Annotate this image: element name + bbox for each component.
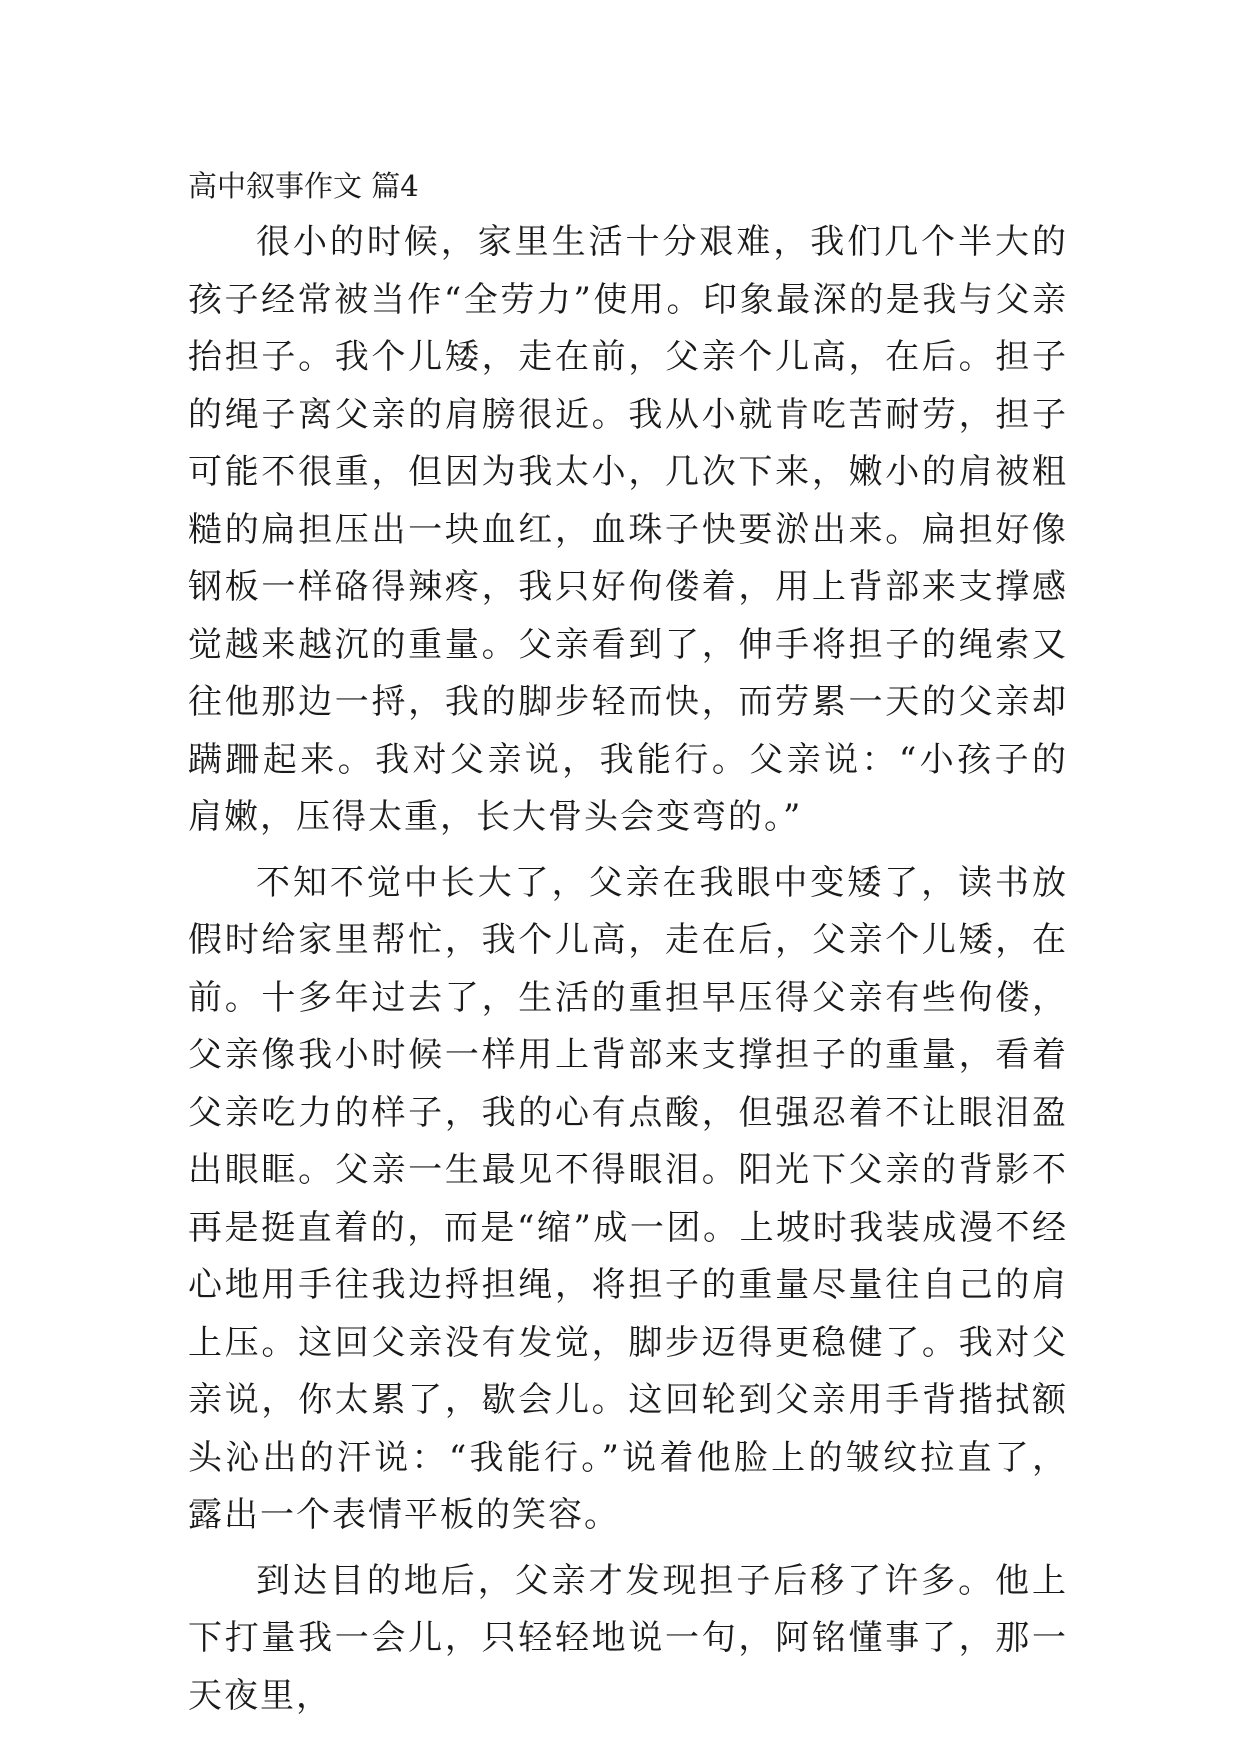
document-title: 高中叙事作文 篇4 (188, 169, 419, 203)
paragraph: 到达目的地后，父亲才发现担子后移了许多。他上下打量我一会儿，只轻轻地说一句，阿铭懂事了，那一天夜里， (188, 1560, 1068, 1716)
document-body (188, 214, 1068, 1733)
paragraph: 不知不觉中长大了，父亲在我眼中变矮了，读书放假时给家里帮忙，我个儿高，走在后，父亲个儿矮，在前。十多年过去了，生活的重担早压得父亲有些佝偻，父亲像我小时候一样用上背部来支撑担子的重量，看着父亲吃力的样子，我的心有点酸，但强忍着不让眼泪盈出眼眶。父亲一生最见不得眼泪。阳光下父亲的背影不再是挺直着的，而是“缩”成一团。上坡时我装成漫不经心地用手往我边捋担绳，将担子的重量尽量往自己的肩上压。这回父亲没有发觉，脚步迈得更稳健了。我对父亲说，你太累了，歇会儿。这回轮到父亲用手背揩拭额头沁出的汗说：“我能行。”说着他脸上的皱纹拉直了，露出一个表情平板的笑容。 (188, 862, 1068, 1535)
paragraph: 很小的时候，家里生活十分艰难，我们几个半大的孩子经常被当作“全劳力”使用。印象最深的是我与父亲抬担子。我个儿矮，走在前，父亲个儿高，在后。担子的绳子离父亲的肩膀很近。我从小就肯吃苦耐劳，担子可能不很重，但因为我太小，几次下来，嫩小的肩被粗糙的扁担压出一块血红，血珠子快要淤出来。扁担好像钢板一样硌得辣疼，我只好佝偻着，用上背部来支撑感觉越来越沉的重量。父亲看到了，伸手将担子的绳索又往他那边一捋，我的脚步轻而快，而劳累一天的父亲却蹒跚起来。我对父亲说，我能行。父亲说：“小孩子的肩嫩，压得太重，长大骨头会变弯的。” (188, 222, 1068, 837)
